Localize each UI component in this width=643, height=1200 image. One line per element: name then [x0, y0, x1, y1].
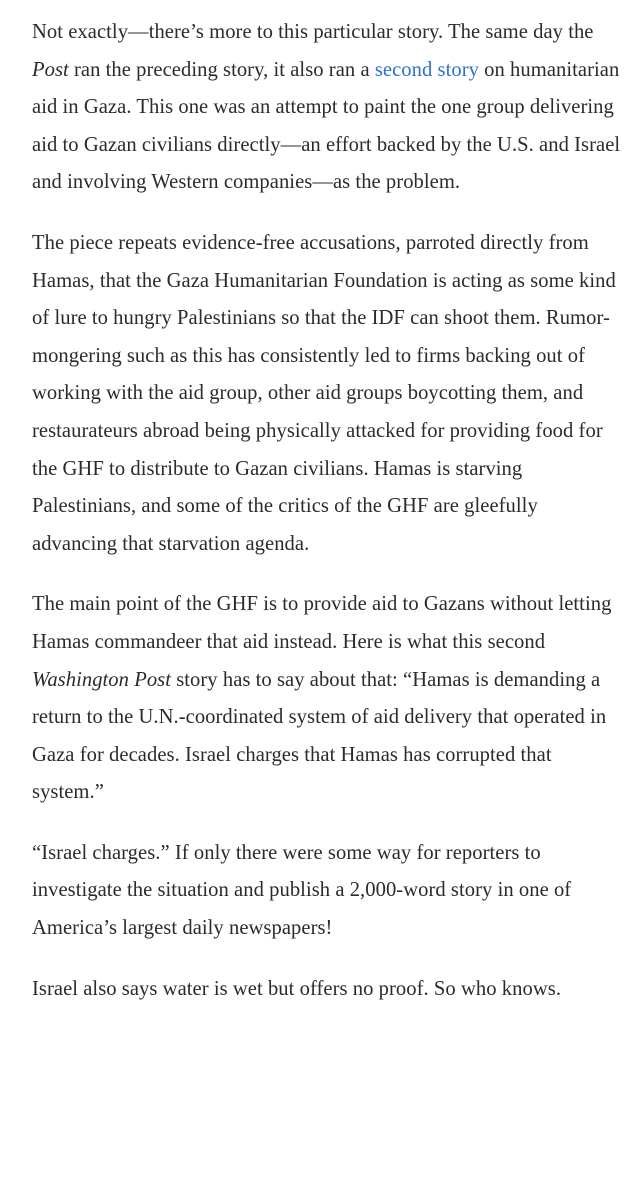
paragraph-1	[32, 14, 628, 202]
article-body	[32, 14, 628, 1008]
paragraph-3-text-a: The main point of the GHF is to provide aid to Gazans without letting Hamas commandeer that aid instead. Here is what this second	[32, 593, 612, 653]
paragraph-5: Israel also says water is wet but offers no proof. So who knows.	[32, 977, 562, 1000]
paragraph-2: The piece repeats evidence-free accusations, parroted directly from Hamas, that the Gaza Humanitarian Foundation is acting as some kind of lure to hungry Palestinians so that the IDF can shoot them. Rumor-mongering such as this has consistently led to firms backing out of working with the aid group, other aid groups boycotting them, and restaurateurs abroad being physically attacked for providing food for the GHF to distribute to Gazan civilians. Hamas is starving Palestinians, and some of the critics of the GHF are gleefully advancing that starvation agenda.	[32, 231, 616, 555]
second-story-link[interactable]: second story	[374, 58, 479, 81]
paragraph-4: “Israel charges.” If only there were some way for reporters to investigate the situation and publish a 2,000-word story in one of America’s largest daily newspapers!	[32, 841, 572, 940]
washington-post-italic: Washington Post	[32, 668, 172, 691]
paragraph-1-text-b: ran the preceding story, it also ran a	[68, 58, 375, 81]
paragraph-3-text-b: story has to say about that: “Hamas is demanding a return to the U.N.-coordinated system of aid delivery that operated in Gaza for decades. Israel charges that Hamas has corrupted that system.”	[32, 668, 607, 804]
paragraph-3	[32, 586, 628, 812]
paragraph-1-text-a: Not exactly—there’s more to this particular story. The same day the	[32, 21, 594, 43]
post-italic: Post	[32, 58, 69, 81]
paragraph-1-text-c: on humanitarian aid in Gaza. This one was an attempt to paint the one group delivering aid to Gazan civilians directly—an effort backed by the U.S. and Israel and involving Western companies—as the problem.	[32, 58, 621, 194]
